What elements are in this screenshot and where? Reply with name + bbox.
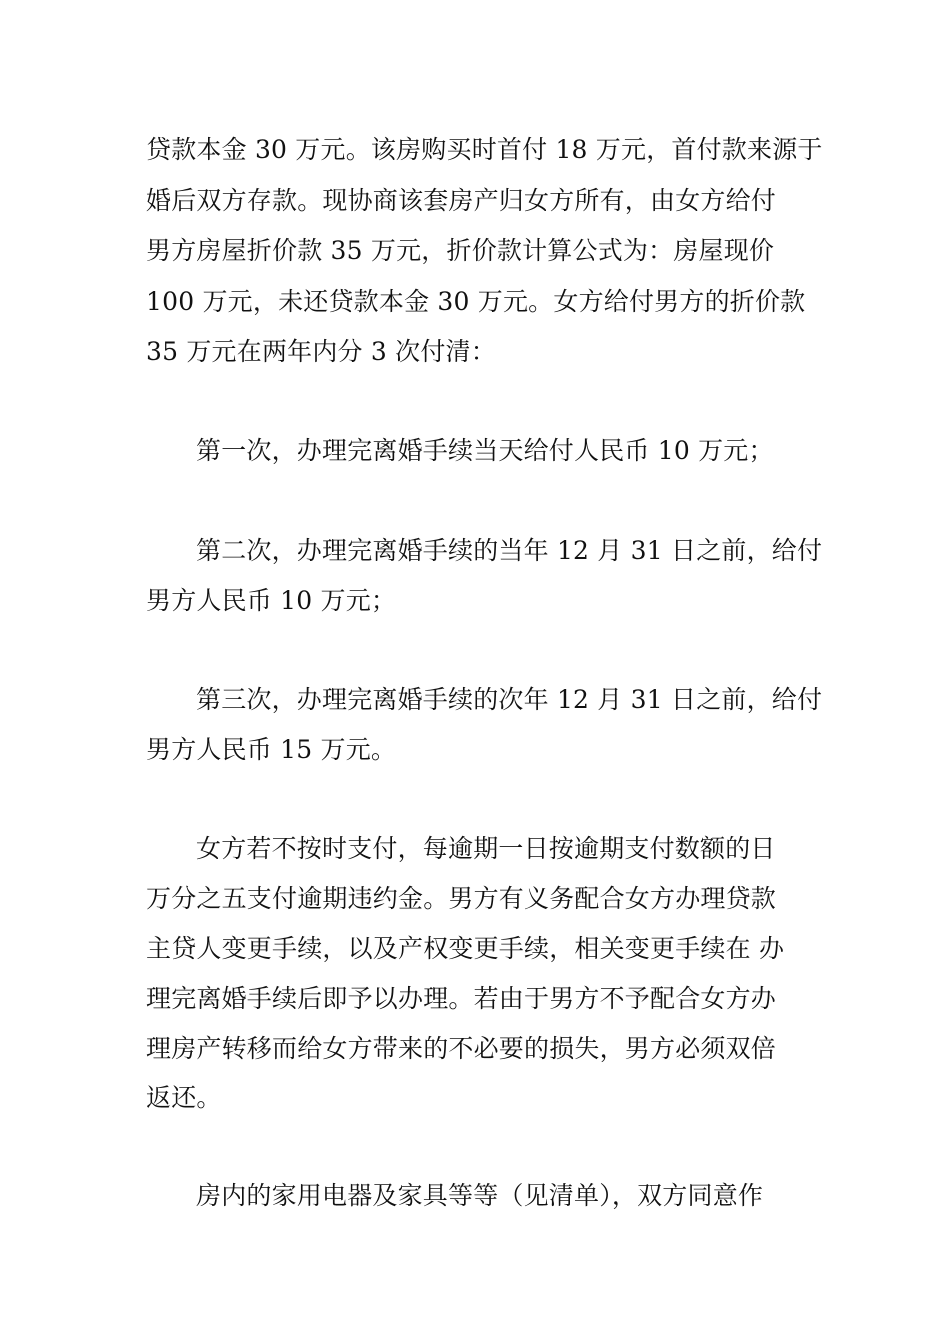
text-line: 第一次，办理完离婚手续当天给付人民币 10 万元； — [196, 436, 774, 465]
text-line: 男方人民币 15 万元。 — [146, 735, 397, 764]
text-line: 返还。 — [146, 1083, 222, 1112]
text-line: 房内的家用电器及家具等等（见清单），双方同意作 — [196, 1181, 764, 1210]
text-line: 理完离婚手续后即予以办理。若由于男方不予配合女方办 — [146, 984, 777, 1013]
text-line: 万分之五支付逾期违约金。男方有义务配合女方办理贷款 — [146, 884, 777, 913]
text-line: 贷款本金 30 万元。该房购买时首付 18 万元，首付款来源于 — [146, 135, 823, 164]
text-line: 男方房屋折价款 35 万元，折价款计算公式为：房屋现价 — [146, 236, 775, 265]
text-line: 第二次，办理完离婚手续的当年 12 月 31 日之前，给付 — [196, 536, 823, 565]
text-line: 35 万元在两年内分 3 次付清： — [146, 337, 496, 366]
text-line: 理房产转移而给女方带来的不必要的损失，男方必须双倍 — [146, 1034, 777, 1063]
text-line: 主贷人变更手续，以及产权变更手续，相关变更手续在 办 — [146, 934, 785, 963]
text-line: 100 万元，未还贷款本金 30 万元。女方给付男方的折价款 — [146, 287, 806, 316]
text-line: 女方若不按时支付，每逾期一日按逾期支付数额的日 — [196, 834, 776, 863]
text-line: 婚后双方存款。现协商该套房产归女方所有，由女方给付 — [146, 186, 777, 215]
text-line: 男方人民币 10 万元； — [146, 586, 397, 615]
text-line: 第三次，办理完离婚手续的次年 12 月 31 日之前，给付 — [196, 685, 823, 714]
